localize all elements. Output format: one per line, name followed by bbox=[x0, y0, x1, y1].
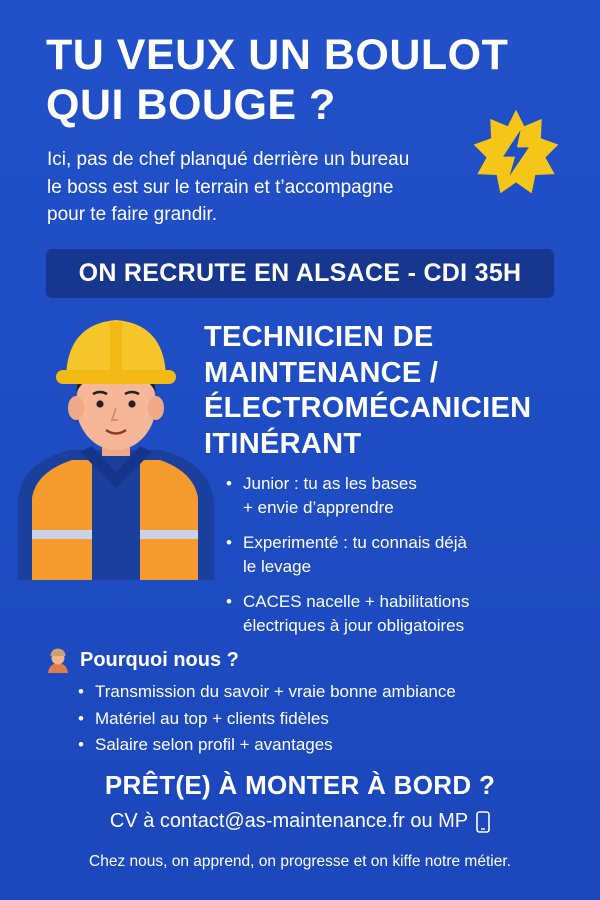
why-us-item: • Salaire selon profil + avantages bbox=[78, 732, 456, 759]
requirement-item bbox=[224, 472, 574, 519]
job-title-line-3: ÉLECTROMÉCANICIEN bbox=[204, 392, 532, 424]
why-us-item: • Matériel au top + clients fidèles bbox=[78, 706, 456, 733]
why-us-heading bbox=[46, 646, 239, 674]
requirement-line: • Experimenté : tu connais déjà bbox=[243, 533, 467, 552]
why-us-item: • Transmission du savoir + vraie bonne ambiance bbox=[78, 679, 456, 706]
lightning-badge-icon bbox=[470, 106, 562, 198]
requirement-line: • Junior : tu as les bases bbox=[243, 474, 417, 493]
footer-tagline: Chez nous, on apprend, on progresse et on kiffe notre métier. bbox=[89, 853, 511, 870]
construction-worker-illustration bbox=[10, 312, 220, 582]
job-title bbox=[204, 320, 584, 462]
requirements-list bbox=[224, 472, 574, 649]
contact-line bbox=[0, 810, 600, 833]
headline-line-2: QUI BOUGE ? bbox=[46, 81, 336, 129]
intro-line-2: le boss est sur le terrain et t’accompagne bbox=[47, 176, 394, 198]
recruiting-banner: ON RECRUTE EN ALSACE - CDI 35H bbox=[46, 249, 554, 298]
requirement-line: électriques à jour obligatoires bbox=[243, 615, 465, 635]
why-us-title: Pourquoi nous ? bbox=[80, 648, 239, 671]
job-title-line-2: MAINTENANCE / bbox=[204, 356, 439, 389]
contact-text: CV à contact@as-maintenance.fr ou MP bbox=[109, 810, 469, 832]
phone-icon bbox=[476, 811, 490, 833]
requirement-line: le levage bbox=[243, 556, 312, 576]
requirement-item bbox=[224, 531, 574, 578]
requirement-line: • CACES nacelle + habilitations bbox=[243, 592, 470, 611]
job-title-line-1: TECHNICIEN DE bbox=[204, 321, 434, 353]
worker-emoji-icon bbox=[46, 647, 70, 673]
intro-line-1: Ici, pas de chef planqué derrière un bureau bbox=[47, 149, 410, 170]
requirement-line: + envie d’apprendre bbox=[243, 497, 394, 517]
why-us-list bbox=[78, 679, 456, 759]
intro-line-3: pour te faire grandir. bbox=[47, 204, 218, 225]
intro-text bbox=[47, 146, 467, 229]
call-to-action: PRÊT(E) À MONTER À BORD ? bbox=[104, 770, 496, 800]
headline-line-1: TU VEUX UN BOULOT bbox=[46, 31, 509, 79]
job-title-line-4: ITINÉRANT bbox=[204, 427, 362, 460]
requirement-item bbox=[224, 590, 574, 637]
